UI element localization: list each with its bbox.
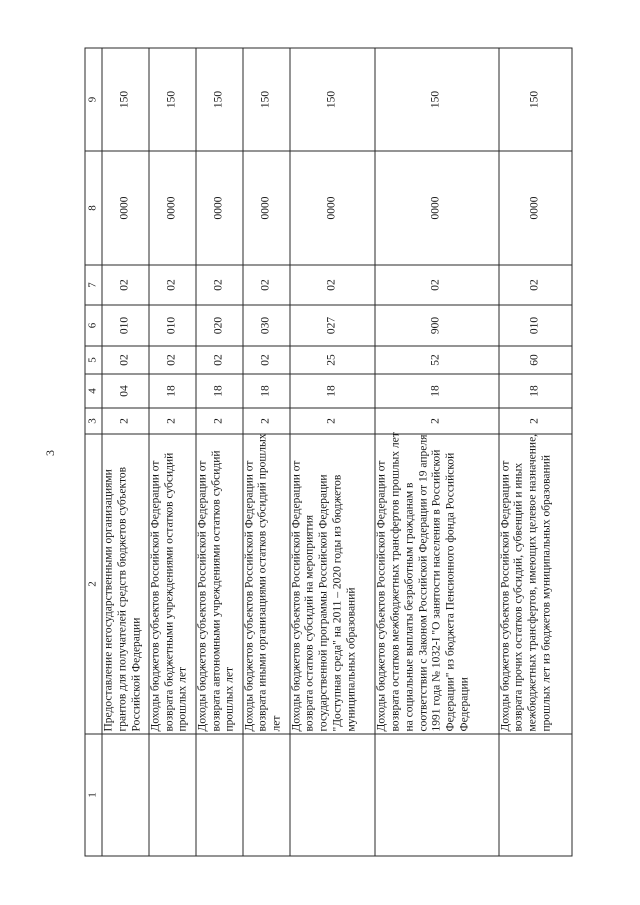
header-cell: 6: [85, 305, 102, 346]
code-cell-8: 0000: [196, 151, 243, 265]
code-cell-4: 04: [102, 374, 149, 408]
code-cell-9: 150: [375, 48, 498, 151]
income-name-line: возврата иными организациями остатков субсидий прошлых: [256, 433, 269, 732]
column-1-cell: [102, 734, 149, 856]
code-cell-5: 25: [290, 346, 376, 374]
income-name-line: лет: [270, 715, 283, 732]
income-name-line: соответствии с Законом Российской Федерации от 19 апреля: [417, 434, 430, 732]
table-body: [102, 48, 572, 856]
code-cell-3: 2: [196, 408, 243, 434]
code-cell-6: 030: [243, 305, 290, 346]
table-wrapper: [84, 48, 572, 856]
table-row: [375, 48, 498, 856]
income-name-line: возврата автономными учреждениями остатков субсидий: [210, 450, 223, 732]
code-cell-7: 02: [149, 265, 196, 305]
page-number: 3: [43, 450, 57, 456]
code-cell-5: 02: [243, 346, 290, 374]
income-name-line: Доходы бюджетов субъектов Российской Федерации от: [196, 460, 209, 732]
code-cell-9: 150: [243, 48, 290, 151]
table-row: [196, 48, 243, 856]
code-cell-5: 02: [196, 346, 243, 374]
code-cell-6: 900: [375, 305, 498, 346]
income-name-cell: [290, 434, 376, 734]
code-cell-3: 2: [149, 408, 196, 434]
income-name-line: Доходы бюджетов субъектов Российской Федерации от: [375, 460, 388, 732]
income-name-line: возврата остатков субсидий на мероприятия: [303, 514, 316, 732]
code-cell-9: 150: [499, 48, 572, 151]
income-name-line: возврата остатков межбюджетных трансфертов прошлых лет: [389, 432, 402, 732]
code-cell-8: 0000: [149, 151, 196, 265]
header-cell: 8: [85, 151, 102, 265]
income-name-line: Доходы бюджетов субъектов Российской Федерации от: [149, 460, 162, 732]
budget-codes-table: [85, 48, 573, 857]
code-cell-5: 02: [102, 346, 149, 374]
code-cell-4: 18: [149, 374, 196, 408]
column-1-cell: [243, 734, 290, 856]
code-cell-7: 02: [499, 265, 572, 305]
table-row: [290, 48, 376, 856]
code-cell-6: 010: [149, 305, 196, 346]
code-cell-7: 02: [290, 265, 376, 305]
code-cell-3: 2: [499, 408, 572, 434]
column-1-cell: [290, 734, 376, 856]
income-name-line: 1991 года № 1032-I "О занятости населения в Российской: [430, 449, 443, 732]
header-cell: 5: [85, 346, 102, 374]
income-name-line: Доходы бюджетов субъектов Российской Федерации от: [290, 460, 303, 732]
income-name-line: на социальные выплаты безработным гражданам в: [403, 482, 416, 732]
header-cell: 7: [85, 265, 102, 305]
code-cell-6: 020: [196, 305, 243, 346]
column-1-cell: [499, 734, 572, 856]
code-cell-4: 18: [375, 374, 498, 408]
code-cell-4: 18: [243, 374, 290, 408]
code-cell-4: 18: [290, 374, 376, 408]
income-name-line: прошлых лет: [176, 667, 189, 732]
income-name-cell: [375, 434, 498, 734]
table-row: [149, 48, 196, 856]
code-cell-7: 02: [102, 265, 149, 305]
code-cell-4: 18: [499, 374, 572, 408]
income-name-line: государственной программы Российской Федерации: [317, 474, 330, 732]
income-name-line: муниципальных образований: [345, 587, 358, 732]
table-header-row: [85, 48, 102, 856]
income-name-line: грантов для получателей средств бюджетов субъектов: [116, 466, 129, 732]
code-cell-3: 2: [102, 408, 149, 434]
income-name-line: возврата прочих остатков субсидий, субвенций и иных: [512, 462, 525, 732]
code-cell-8: 0000: [243, 151, 290, 265]
code-cell-8: 0000: [499, 151, 572, 265]
code-cell-6: 010: [102, 305, 149, 346]
code-cell-6: 027: [290, 305, 376, 346]
code-cell-3: 2: [375, 408, 498, 434]
code-cell-7: 02: [243, 265, 290, 305]
code-cell-8: 0000: [102, 151, 149, 265]
code-cell-8: 0000: [375, 151, 498, 265]
income-name-line: "Доступная среда" на 2011 – 2020 годы из бюджетов: [331, 474, 344, 732]
income-name-cell: [196, 434, 243, 734]
code-cell-8: 0000: [290, 151, 376, 265]
code-cell-7: 02: [375, 265, 498, 305]
code-cell-4: 18: [196, 374, 243, 408]
column-1-cell: [196, 734, 243, 856]
income-name-cell: [243, 434, 290, 734]
code-cell-3: 2: [290, 408, 376, 434]
income-name-line: Федерации: [458, 677, 471, 732]
income-name-line: прошлых лет из бюджетов муниципальных образований: [540, 455, 553, 732]
income-name-line: Предоставление негосударственными организациями: [102, 469, 115, 732]
income-name-line: Российской Федерации: [130, 617, 143, 732]
header-cell: 4: [85, 374, 102, 408]
header-cell: 3: [85, 408, 102, 434]
code-cell-3: 2: [243, 408, 290, 434]
code-cell-5: 02: [149, 346, 196, 374]
table-row: [243, 48, 290, 856]
code-cell-9: 150: [196, 48, 243, 151]
code-cell-9: 150: [149, 48, 196, 151]
table-row: [499, 48, 572, 856]
income-name-line: межбюджетных трансфертов, имеющих целевое назначение,: [526, 433, 539, 732]
code-cell-6: 010: [499, 305, 572, 346]
code-cell-9: 150: [102, 48, 149, 151]
column-1-cell: [375, 734, 498, 856]
header-cell: 1: [85, 734, 102, 856]
column-1-cell: [149, 734, 196, 856]
header-cell: 9: [85, 48, 102, 151]
code-cell-5: 52: [375, 346, 498, 374]
income-name-cell: [149, 434, 196, 734]
income-name-line: прошлых лет: [223, 667, 236, 732]
code-cell-5: 60: [499, 346, 572, 374]
table-row: [102, 48, 149, 856]
code-cell-9: 150: [290, 48, 376, 151]
income-name-line: Доходы бюджетов субъектов Российской Федерации от: [243, 460, 256, 732]
income-name-line: возврата бюджетными учреждениями остатков субсидий: [163, 452, 176, 732]
income-name-line: Доходы бюджетов субъектов Российской Федерации от: [499, 460, 512, 732]
income-name-cell: [102, 434, 149, 734]
header-cell: 2: [85, 434, 102, 734]
income-name-line: Федерации" из бюджета Пенсионного фонда Российской: [444, 452, 457, 732]
income-name-cell: [499, 434, 572, 734]
code-cell-7: 02: [196, 265, 243, 305]
